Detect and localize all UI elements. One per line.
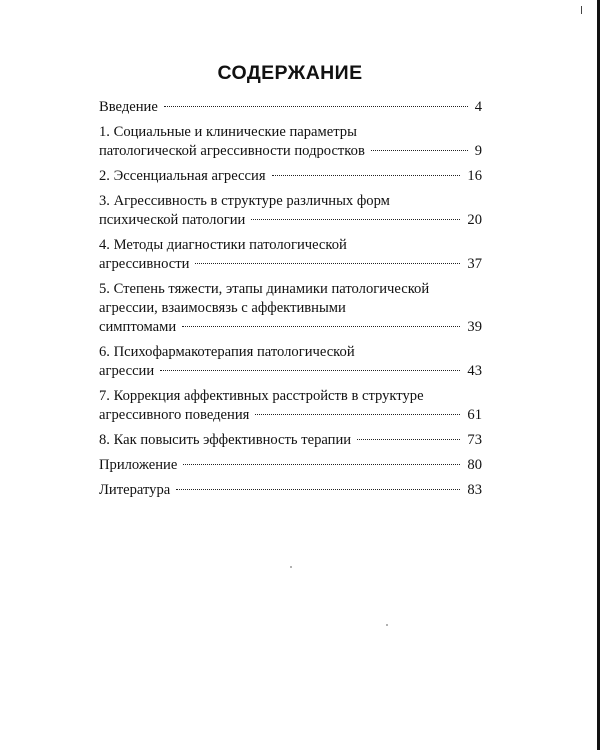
toc-page-number: 20 <box>467 212 482 228</box>
toc-entry-title-line: 5. Степень тяжести, этапы динамики патологической <box>99 281 430 297</box>
toc-entry-title-line: агрессии <box>99 363 155 379</box>
toc-entry-intro[interactable] <box>99 98 482 117</box>
toc-entry-title-line: 4. Методы диагностики патологической <box>99 237 347 253</box>
table-of-contents <box>99 98 482 506</box>
dot-leader <box>251 219 460 220</box>
toc-entry-title-line: психической патологии <box>99 212 246 228</box>
print-speck <box>386 624 388 626</box>
dot-leader <box>176 489 460 490</box>
toc-page-number: 73 <box>467 432 482 448</box>
dot-leader <box>160 370 460 371</box>
toc-entry-title-line: патологической агрессивности подростков <box>99 143 365 159</box>
toc-entry-chapter-6[interactable] <box>99 343 482 381</box>
toc-entry-chapter-4[interactable] <box>99 236 482 274</box>
toc-entry-title-line: 3. Агрессивность в структуре различных форм <box>99 193 390 209</box>
toc-entry-appendix[interactable] <box>99 456 482 475</box>
dot-leader <box>195 263 460 264</box>
toc-page-number: 61 <box>467 407 482 423</box>
toc-page-number: 37 <box>467 256 482 272</box>
dot-leader <box>357 439 460 440</box>
toc-entry-title: Введение <box>99 99 158 115</box>
toc-page-number: 4 <box>474 99 482 115</box>
toc-title: СОДЕРЖАНИЕ <box>217 62 363 84</box>
toc-entry-title-line: 7. Коррекция аффективных расстройств в структуре <box>99 388 424 404</box>
dot-leader <box>272 175 461 176</box>
dot-leader <box>371 150 468 151</box>
toc-entry-chapter-1[interactable] <box>99 123 482 161</box>
toc-page-number: 16 <box>467 168 482 184</box>
dot-leader <box>183 464 460 465</box>
toc-entry-chapter-2[interactable] <box>99 167 482 186</box>
dot-leader <box>164 106 468 107</box>
toc-entry-title: Литература <box>99 482 171 498</box>
toc-page-number: 80 <box>467 457 482 473</box>
toc-page-number: 43 <box>467 363 482 379</box>
corner-mark <box>581 6 582 14</box>
toc-entry-chapter-7[interactable] <box>99 387 482 425</box>
toc-entry-title-line: агрессии, взаимосвязь с аффективными <box>99 300 346 316</box>
toc-entry-chapter-5[interactable] <box>99 280 482 337</box>
dot-leader <box>255 414 460 415</box>
toc-entry-title-line: агрессивности <box>99 256 190 272</box>
toc-page-number: 39 <box>467 319 482 335</box>
toc-page-number: 83 <box>467 482 482 498</box>
dot-leader <box>182 326 460 327</box>
toc-entry-references[interactable] <box>99 481 482 500</box>
toc-entry-title-line: симптомами <box>99 319 177 335</box>
toc-entry-title: 8. Как повысить эффективность терапии <box>99 432 352 448</box>
print-speck <box>290 566 292 568</box>
toc-entry-chapter-3[interactable] <box>99 192 482 230</box>
toc-page-number: 9 <box>474 143 482 159</box>
toc-entry-title-line: 1. Социальные и клинические параметры <box>99 124 357 140</box>
toc-entry-title: Приложение <box>99 457 178 473</box>
toc-entry-title-line: 6. Психофармакотерапия патологической <box>99 344 355 360</box>
toc-entry-chapter-8[interactable] <box>99 431 482 450</box>
toc-entry-title: 2. Эссенциальная агрессия <box>99 168 266 184</box>
toc-entry-title-line: агрессивного поведения <box>99 407 250 423</box>
